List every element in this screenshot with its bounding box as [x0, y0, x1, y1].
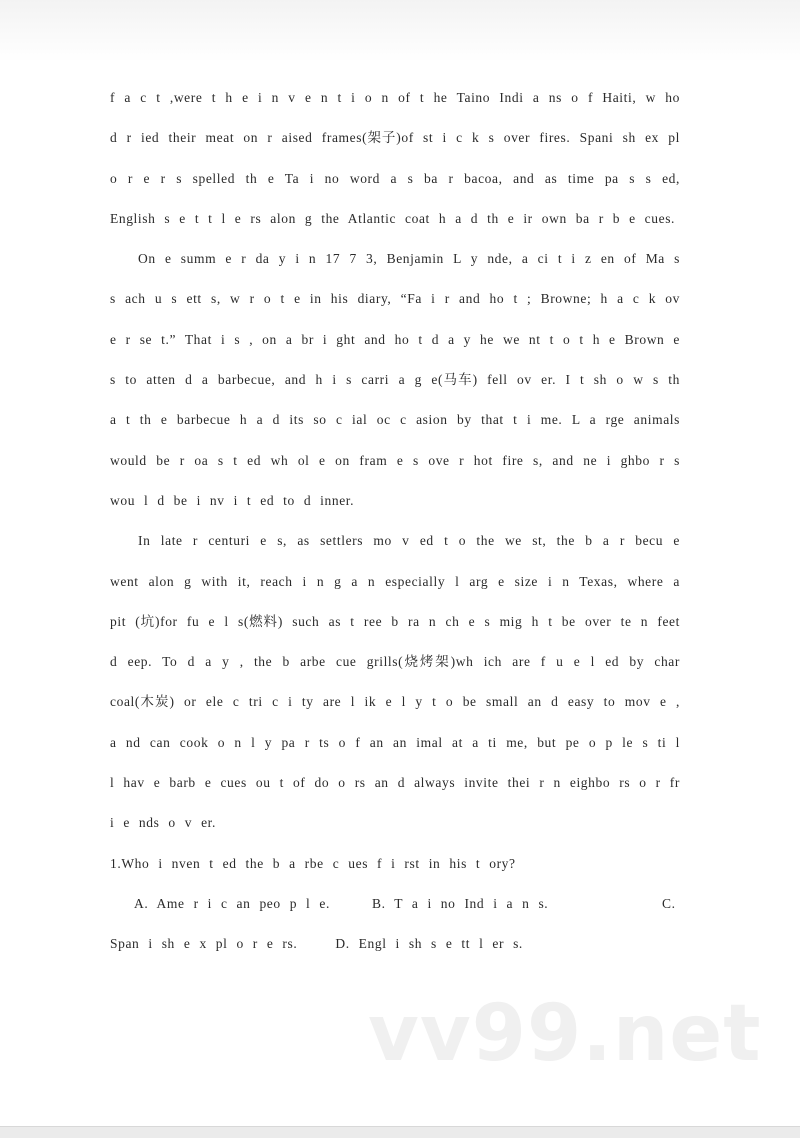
passage-paragraph-1: f a c t ,were t h e i n v e n t i o n of t he Taino Indi a ns o f Haiti, w ho d r ied their meat on r aised frames(架子)of st i c k s over fires. Spani sh ex pl o r e r s spelled th e Ta i no word a s ba r bacoa, and as time pa s s ed, English s e t t l e rs alon g the Atlantic coat h a d th e ir own ba r b e cues. [110, 90, 680, 226]
passage-paragraph-3: In late r centuri e s, as settlers mo v ed t o the we st, the b a r becu e went alon g with it, reach i n g a n especially l arg e size i n Texas, where a pit (坑)for fu e l s(燃料) such as t ree b ra n ch e s mig h t be over te n feet d eep. To d a y , the b arbe cue grills(烧烤架)wh ich are f u e l ed by char coal(木炭) or ele c tri c i ty are l ik e l y t o be small an d easy to mov e , a nd can cook o n l y pa r ts o f an an imal at a ti me, but pe o p le s ti l l hav e barb e cues ou t of do o rs an d always invite thei r n eighbo rs o r fr i e nds o v er. [110, 533, 680, 831]
document-body [110, 78, 680, 965]
option-c-letter: C. [662, 895, 676, 911]
option-d: D. Engl i sh s e tt l er s. [335, 936, 523, 952]
page-top-shade [0, 0, 800, 62]
passage-paragraph-2: On e summ e r da y i n 17 7 3, Benjamin L y nde, a ci t i z en of Ma s s ach u s ett s, w r o t e in his diary, “Fa i r and ho t ; Browne; h a c k ov e r se t.” That i s , on a br i ght and ho t d a y he we nt t o t h e Brown e s to atten d a barbecue, and h i s carri a g e(马车) fell ov er. I t sh o w s th a t th e barbecue h a d its so c ial oc c asion by that t i me. L a rge animals would be r oa s t ed wh ol e on fram e s ove r hot fire s, and ne i ghbo r s wou l d be i nv i t ed to d inner. [110, 251, 680, 508]
option-b: B. T a i no Ind i a n s. [372, 895, 549, 911]
option-a: A. Ame r i c an peo p l e. [134, 895, 330, 911]
question-options [110, 884, 680, 924]
question-options-continued [110, 924, 680, 964]
watermark-logo: vv99.net [368, 989, 762, 1079]
option-c-text: Span i sh e x pl o r e rs. [110, 936, 298, 952]
question-stem: 1.Who i nven t ed the b a rbe c ues f i rst in his t ory? [110, 855, 516, 871]
page-bottom-edge [0, 1126, 800, 1138]
